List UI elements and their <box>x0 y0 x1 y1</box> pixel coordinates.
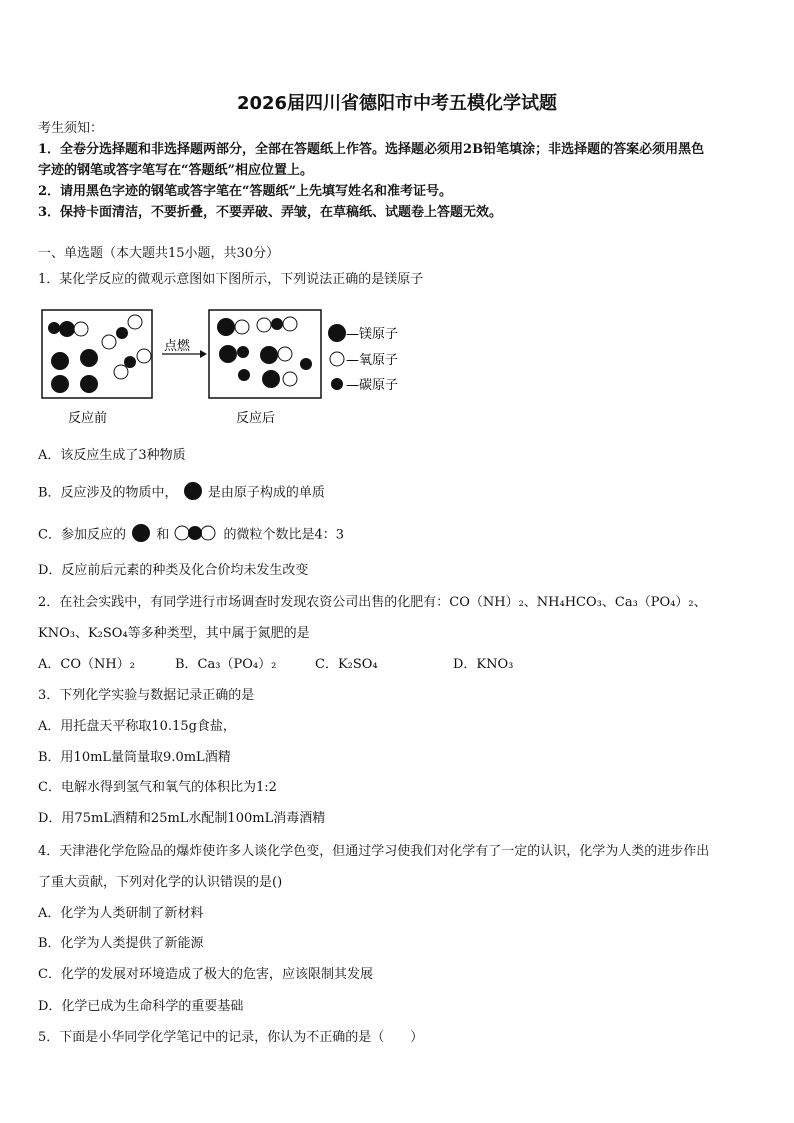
oxygen-atom <box>257 318 271 332</box>
q2-option-a: A．CO（NH）₂ <box>38 657 135 672</box>
arrow-label: 点燃 <box>164 339 191 354</box>
notice-line-4: 3．保持卡面清洁，不要折叠，不要弄破、弄皱，在草稿纸、试题卷上答题无效。 <box>38 205 503 220</box>
before-label: 反应前 <box>68 411 108 426</box>
q3-option-c: C．电解水得到氢气和氧气的体积比为1:2 <box>38 780 277 795</box>
after-label: 反应后 <box>236 411 276 426</box>
magnesium-atom <box>262 370 280 388</box>
oxygen-atom <box>74 322 88 336</box>
q1-option-b <box>38 485 325 501</box>
q3-stem: 3．下列化学实验与数据记录正确的是 <box>38 688 255 703</box>
exam-title: 2026届四川省德阳市中考五模化学试题 <box>236 93 558 114</box>
oxygen-atom <box>102 335 116 349</box>
q4-option-b: B．化学为人类提供了新能源 <box>38 936 204 951</box>
carbon-atom <box>300 358 312 370</box>
carbon-atom <box>116 327 128 339</box>
q3-option-b: B．用10mL量筒量取9.0mL酒精 <box>38 750 231 765</box>
carbon-atom <box>237 346 249 358</box>
q1-option-b-pre: B．反应涉及的物质中， <box>38 485 178 501</box>
oxygen-atom <box>114 365 128 379</box>
q1-option-b-post: 是由原子构成的单质 <box>207 485 325 501</box>
notice-line-2: 字迹的钢笔或答字笔写在“答题纸”相应位置上。 <box>38 163 313 178</box>
oxygen-atom <box>283 372 297 386</box>
magnesium-atom <box>80 349 98 367</box>
legend-magnesium-icon <box>328 324 346 342</box>
magnesium-atom <box>59 321 75 337</box>
q1-option-c-mid: 和 <box>156 527 170 543</box>
q1-option-c-pre: C．参加反应的 <box>38 527 126 543</box>
oxygen-atom <box>137 349 151 363</box>
q4-option-c: C．化学的发展对环境造成了极大的危害，应该限制其发展 <box>38 967 373 982</box>
notice-line-1: 1．全卷分选择题和非选择题两部分，全部在答题纸上作答。选择题必须用2B铅笔填涂；非选择题的答案必须用黑色 <box>38 142 705 157</box>
q2-option-d: D．KNO₃ <box>453 657 514 672</box>
legend-carbon-icon <box>331 378 343 390</box>
magnesium-atom <box>217 318 235 336</box>
q1-option-c-post: 的微粒个数比是4：3 <box>223 527 345 543</box>
legend-carbon-label: —碳原子 <box>346 378 399 393</box>
q4-option-d: D．化学已成为生命科学的重要基础 <box>38 999 244 1014</box>
q2-option-c: C．K₂SO₄ <box>315 657 378 672</box>
q1-option-c <box>38 527 344 543</box>
carbon-atom <box>124 356 136 368</box>
q3-option-d: D．用75mL酒精和25mL水配制100mL消毒酒精 <box>38 811 326 826</box>
section-heading: 一、单选题（本大题共15小题，共30分） <box>38 246 280 261</box>
q2-stem-line-1: 2．在社会实践中，有同学进行市场调查时发现农资公司出售的化肥有：CO（NH）₂、NH₄HCO₃、Ca₃（PO₄）₂、 <box>38 595 707 610</box>
carbon-dioxide-molecule-icon <box>173 523 219 543</box>
q1-option-d: D．反应前后元素的种类及化合价均未发生改变 <box>38 563 309 578</box>
oxygen-atom <box>283 317 297 331</box>
magnesium-atom <box>260 346 278 364</box>
carbon-atom <box>271 318 283 330</box>
q2-option-b: B．Ca₃（PO₄）₂ <box>175 657 277 672</box>
notice-line-3: 2．请用黑色字迹的钢笔或答字笔在“答题纸”上先填写姓名和准考证号。 <box>38 184 453 199</box>
magnesium-atom <box>51 375 69 393</box>
magnesium-atom-icon <box>182 481 204 501</box>
carbon-atom <box>48 322 60 334</box>
oxygen-atom <box>235 320 249 334</box>
legend-oxygen-icon <box>330 352 344 366</box>
q4-option-a: A．化学为人类研制了新材料 <box>38 906 204 921</box>
magnesium-atom <box>80 375 98 393</box>
q4-stem-line-2: 了重大贡献，下列对化学的认识错误的是() <box>38 875 283 890</box>
q5-stem: 5．下面是小华同学化学笔记中的记录，你认为不正确的是（ ） <box>38 1030 424 1045</box>
q2-stem-line-2: KNO₃、K₂SO₄等多种类型，其中属于氮肥的是 <box>38 626 310 641</box>
carbon-atom <box>238 369 250 381</box>
q1-option-a: A．该反应生成了3种物质 <box>38 448 186 463</box>
q4-stem-line-1: 4．天津港化学危险品的爆炸使许多人谈化学色变，但通过学习使我们对化学有了一定的认识，化学为人类的进步作出 <box>38 844 710 859</box>
magnesium-atom <box>51 352 69 370</box>
legend-magnesium-label: —镁原子 <box>346 327 399 342</box>
magnesium-atom-icon <box>130 523 152 543</box>
oxygen-atom <box>128 315 142 329</box>
q3-option-a: A．用托盘天平称取10.15g食盐， <box>38 719 236 734</box>
oxygen-atom <box>278 347 292 361</box>
q1-stem: 1．某化学反应的微观示意图如下图所示，下列说法正确的是镁原子 <box>38 272 424 287</box>
notice-header: 考生须知： <box>38 121 104 136</box>
q1-reaction-diagram <box>36 300 436 430</box>
magnesium-atom <box>219 345 237 363</box>
legend-oxygen-label: —氧原子 <box>346 353 399 368</box>
